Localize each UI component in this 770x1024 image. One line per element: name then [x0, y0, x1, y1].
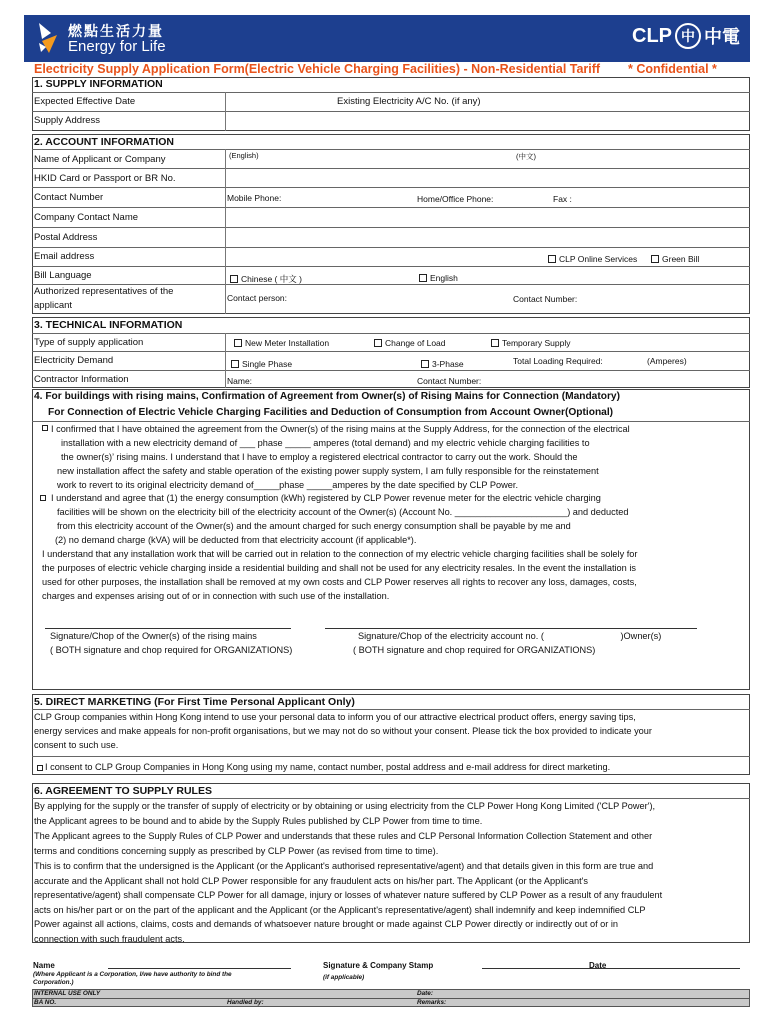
label-internal-date: Date: [417, 990, 433, 997]
label-marketing-consent: I consent to CLP Group Companies in Hong Kong using my name, contact number, postal address and e-mail address for direct marketing. [45, 762, 611, 772]
checkbox-new-meter[interactable] [234, 339, 242, 347]
label-contact-person: Contact person: [227, 293, 288, 303]
clp-chinese: 中電 [704, 27, 740, 48]
label-ba-no: BA NO. [34, 999, 57, 1006]
label-fax: Fax : [553, 194, 572, 204]
label-supply-address: Supply Address [34, 115, 101, 126]
paragraph-supply-rules-1: By applying for the supply or the transfer of supply of electricity or by obtaining or using electricity from the CLP Power Hong Kong Limited ('CLP Power'), the Applicant agrees to be bound and to abide by the Supply Rules published by CLP Power from time to time. [34, 801, 656, 826]
label-postal: Postal Address [34, 232, 98, 243]
label-handled-by: Handled by: [227, 999, 264, 1006]
label-owner-signature: Signature/Chop of the Owner(s) of the rising mains [50, 631, 257, 641]
label-demand: Electricity Demand [34, 355, 114, 366]
label-remarks: Remarks: [417, 999, 447, 1006]
label-auth-rep-1: Authorized representatives of the [34, 286, 174, 297]
section-4-heading-2: For Connection of Electric Vehicle Charging Facilities and Deduction of Consumption from Account Owner(Optional) [48, 407, 614, 418]
label-mobile: Mobile Phone: [227, 193, 282, 203]
label-internal-use: INTERNAL USE ONLY [34, 990, 101, 997]
label-hkid: HKID Card or Passport or BR No. [34, 173, 176, 184]
label-total-loading: Total Loading Required: [513, 356, 603, 366]
header-bar [24, 15, 750, 62]
clp-text: CLP [632, 24, 672, 47]
clp-flame-icon [37, 21, 59, 55]
label-applicant-name: Name of Applicant or Company [34, 154, 166, 165]
section-4-heading-1: 4. For buildings with rising mains, Confirmation of Agreement from Owner(s) of Rising Mains for Connection (Mandatory) [34, 391, 620, 402]
paragraph-installation-use: I understand that any installation work that will be carried out in relation to the connection of my electric vehicle charging facilities shall be solely for the purposes of electric vehicle charging inside a residential building and shall not be used for any electricity resales. In the event the installation is used for other purposes, the installation shall be removed at my own costs and CLP Power reserves all rights to recover any loss, damages, costs, charges and expenses arising out of or in connection with such use of the installation. [42, 549, 638, 601]
label-company-contact: Company Contact Name [34, 212, 139, 223]
label-email: Email address [34, 251, 95, 262]
section-2-heading: 2. ACCOUNT INFORMATION [34, 136, 174, 148]
option-single-phase[interactable]: Single Phase [231, 359, 292, 369]
checkbox-three-phase[interactable] [421, 360, 429, 368]
option-clp-online[interactable]: CLP Online Services [548, 254, 637, 264]
label-contractor-name: Name: [227, 376, 253, 386]
option-green-bill[interactable]: Green Bill [651, 254, 699, 264]
option-chinese[interactable]: Chinese ( 中文 ) [230, 273, 302, 285]
checkbox-green-bill[interactable] [651, 255, 659, 263]
option-new-meter[interactable]: New Meter Installation [234, 338, 329, 348]
label-footer-name: Name [33, 961, 55, 970]
checkbox-clp-online[interactable] [548, 255, 556, 263]
paragraph-deduction: I understand and agree that (1) the energy consumption (kWh) registered by CLP Power revenue meter for the electric vehicle charging facilities will be shown on the electricity bill of the electricity account of the Owner(s) (Account No. ______________________) and deducted from this electricity account of the Owner(s) and the amount charged for such energy consumption shall be payable by me and (2) no demand charge (kVA) will be deducted from that electricity account (if applicable*). [51, 493, 629, 545]
label-footer-date: Date [589, 961, 607, 970]
owner-signature-line[interactable] [45, 628, 291, 629]
checkbox-change-load[interactable] [374, 339, 382, 347]
checkbox-rising-mains[interactable] [42, 425, 48, 431]
confidential-label: * Confidential * [628, 62, 717, 76]
option-english[interactable]: English [419, 273, 458, 283]
label-auth-rep-2: applicant [34, 300, 73, 311]
clp-logo [632, 23, 740, 49]
label-account-signature-note: ( BOTH signature and chop required for ORGANIZATIONS) [353, 645, 596, 655]
label-owner-signature-note: ( BOTH signature and chop required for ORGANIZATIONS) [50, 645, 293, 655]
checkbox-chinese[interactable] [230, 275, 238, 283]
label-contact-number-2: Contact Number: [513, 294, 578, 304]
paragraph-supply-rules-3: This is to confirm that the undersigned is the Applicant (or the Applicant's authorised representative/agent) and that details given in this form are true and accurate and the Applicant shall not hold CLP Power responsible for any fraudulent acts on his/her part. The Applicant (or the Applicant's representative/agent) shall compensate CLP Power for all damage, injury or losses of whatever nature suffered by CLP Power as a result of any fraudulent acts on his/her part or on the part of the applicant and the Applicant (or the Applicant's representative/agent) shall indemnify and keep indemnified CLP Power against all actions, claims, costs and demands of whatsoever nature brought or made against CLP Power directly or indirectly out of or in connection with such fraudulent acts. [34, 861, 663, 944]
option-three-phase[interactable]: 3-Phase [421, 359, 464, 369]
option-temporary[interactable]: Temporary Supply [491, 338, 571, 348]
label-amperes: (Amperes) [647, 356, 687, 366]
clp-ring-icon: 中 [675, 23, 701, 49]
brand-chinese: 燃點生活力量 [68, 24, 164, 40]
label-footer-signature: Signature & Company Stamp [323, 961, 434, 970]
section-5-heading: 5. DIRECT MARKETING (For First Time Personal Applicant Only) [34, 696, 355, 708]
paragraph-confirm-agreement: I confirmed that I have obtained the agreement from the Owner(s) of the rising mains at the Supply Address, for the connection of the electrical installation with a new electricity demand of ___ phase _____ amperes (total demand) and my electric vehicle charging facilities to the owner(s)’ rising mains. I understand that I have to employ a registered electrical contractor to carry out the work. Should the new installation affect the safety and stable operation of the existing power supply system, I am fully responsible for the reinstatement work to revert to its original electricity demand of_____phase _____amperes by the date specified by CLP Power. [51, 424, 630, 490]
checkbox-marketing-consent[interactable] [37, 765, 43, 771]
paragraph-direct-marketing: CLP Group companies within Hong Kong intend to use your personal data to inform you of our attractive electrical product offers, energy saving tips, energy services and make appeals for non-profit organisations, but we may not do so without your consent. Please tick the box provided to indicate your consent to such use. [34, 712, 652, 750]
label-contact-number: Contact Number [34, 192, 104, 203]
date-line[interactable] [482, 968, 740, 969]
section-6-heading: 6. AGREEMENT TO SUPPLY RULES [34, 785, 212, 797]
paragraph-supply-rules-2: The Applicant agrees to the Supply Rules of CLP Power and understands that these rules and CLP Personal Information Collection Statement and other terms and conditions concerning supply as prescribed by CLP Power (as revised from time to time). [34, 831, 653, 856]
label-english: (English) [229, 151, 259, 160]
label-bill-language: Bill Language [34, 270, 92, 281]
label-chinese: (中文) [516, 152, 536, 161]
label-type-supply: Type of supply application [34, 337, 144, 348]
label-if-applicable: (if applicable) [323, 974, 365, 981]
form-title [34, 62, 717, 76]
brand-english: Energy for Life [68, 38, 166, 55]
label-effective-date: Expected Effective Date [34, 96, 136, 107]
label-account-signature: Signature/Chop of the electricity account no. ( )Owner(s) [358, 631, 662, 641]
account-signature-line[interactable] [325, 628, 697, 629]
label-name-note-2: Corporation.) [33, 979, 74, 986]
section-1-heading: 1. SUPPLY INFORMATION [34, 78, 163, 90]
name-signature-line[interactable] [108, 968, 291, 969]
checkbox-deduction[interactable] [40, 495, 46, 501]
label-existing-ac: Existing Electricity A/C No. (if any) [337, 96, 481, 107]
label-name-note-1: (Where Applicant is a Corporation, I/we have authority to bind the [33, 971, 232, 978]
option-change-load[interactable]: Change of Load [374, 338, 446, 348]
checkbox-english[interactable] [419, 274, 427, 282]
label-home-office: Home/Office Phone: [417, 194, 494, 204]
checkbox-temporary[interactable] [491, 339, 499, 347]
label-contractor: Contractor Information [34, 374, 129, 385]
checkbox-single-phase[interactable] [231, 360, 239, 368]
label-contractor-contact: Contact Number: [417, 376, 482, 386]
form-title-text: Electricity Supply Application Form(Electric Vehicle Charging Facilities) - Non-Residential Tariff [34, 62, 601, 76]
section-3-heading: 3. TECHNICAL INFORMATION [34, 319, 183, 331]
